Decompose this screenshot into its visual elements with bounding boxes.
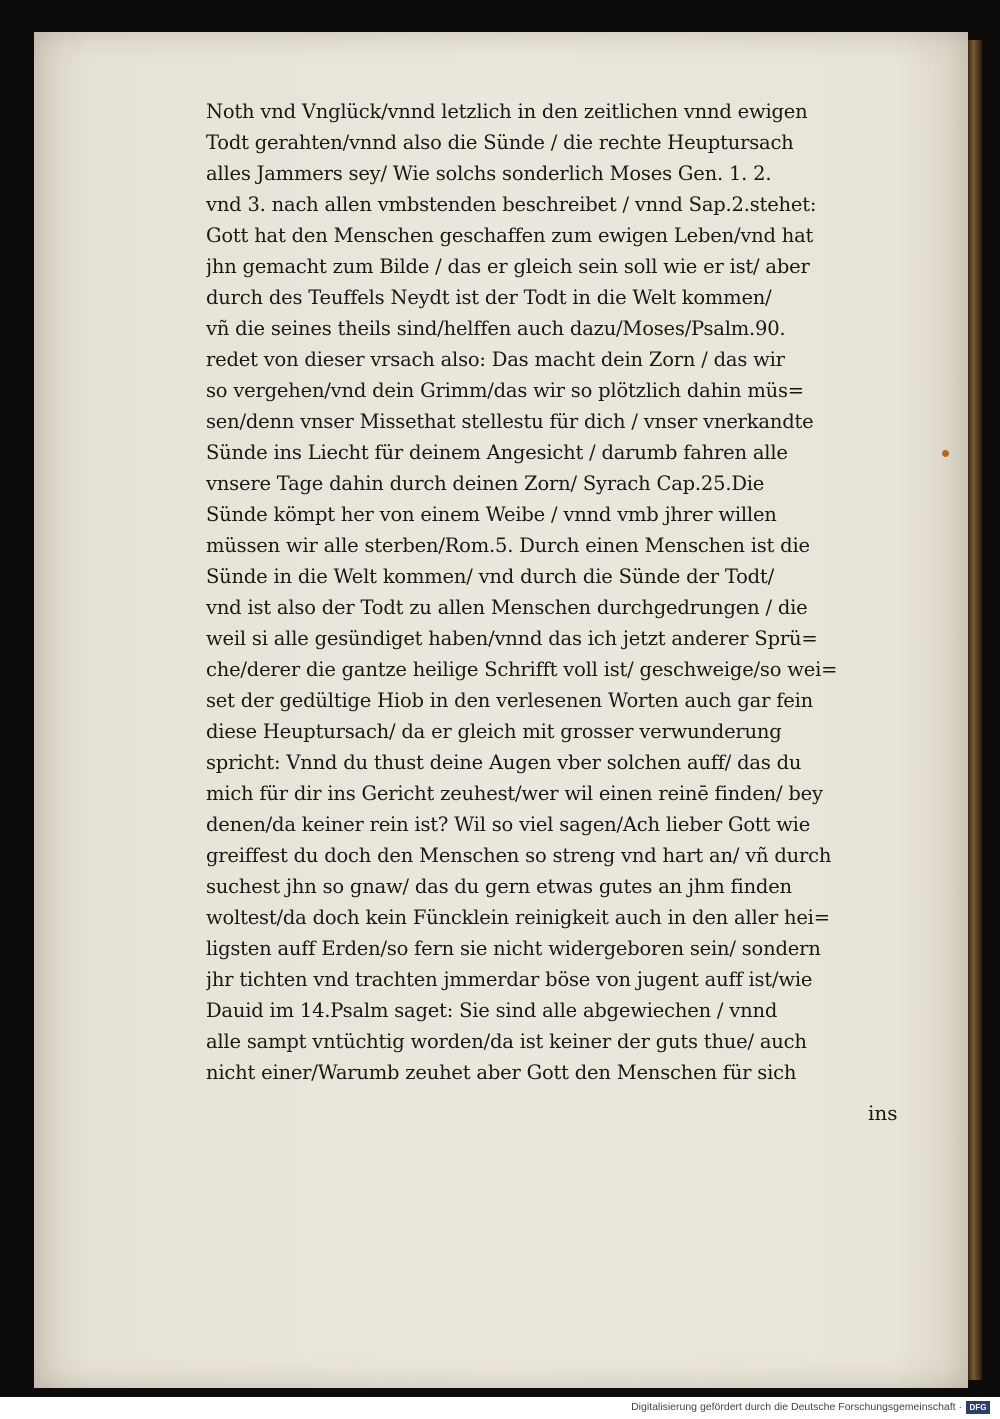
- text-line: weil si alle gesündiget haben/vnnd das ich jetzt anderer Sprü=: [206, 627, 818, 650]
- text-line: vnsere Tage dahin durch deinen Zorn/ Syrach Cap.25.Die: [206, 472, 765, 495]
- text-line: vnd 3. nach allen vmbstenden beschreibet / vnnd Sap.2.stehet:: [206, 193, 817, 216]
- book-edge: [968, 40, 982, 1380]
- ink-stain: [942, 450, 949, 457]
- text-line: durch des Teuffels Neydt ist der Todt in die Welt kommen/: [206, 286, 772, 309]
- text-line: greiffest du doch den Menschen so streng vnd hart an/ vñ durch: [206, 844, 832, 867]
- text-line: Noth vnd Vnglück/vnnd letzlich in den zeitlichen vnnd ewigen: [206, 100, 808, 123]
- text-line: Sünde in die Welt kommen/ vnd durch die Sünde der Todt/: [206, 565, 774, 588]
- text-line: che/derer die gantze heilige Schrifft voll ist/ geschweige/so wei=: [206, 658, 838, 681]
- text-line: vnd ist also der Todt zu allen Menschen durchgedrungen / die: [206, 596, 808, 619]
- text-line: denen/da keiner rein ist? Wil so viel sagen/Ach lieber Gott wie: [206, 813, 811, 836]
- text-line: vñ die seines theils sind/helffen auch dazu/Moses/Psalm.90.: [206, 317, 786, 340]
- body-text: [206, 96, 910, 1088]
- text-line: ligsten auff Erden/so fern sie nicht widergeboren sein/ sondern: [206, 937, 821, 960]
- text-line: Todt gerahten/vnnd also die Sünde / die rechte Heuptursach: [206, 131, 794, 154]
- text-line: Sünde ins Liecht für deinem Angesicht / darumb fahren alle: [206, 441, 788, 464]
- text-line: Gott hat den Menschen geschaffen zum ewigen Leben/vnd hat: [206, 224, 814, 247]
- text-line: spricht: Vnnd du thust deine Augen vber solchen auff/ das du: [206, 751, 802, 774]
- text-line: sen/denn vnser Missethat stellestu für dich / vnser vnerkandte: [206, 410, 814, 433]
- text-line: redet von dieser vrsach also: Das macht dein Zorn / das wir: [206, 348, 785, 371]
- text-line: diese Heuptursach/ da er gleich mit grosser verwunderung: [206, 720, 782, 743]
- text-line: woltest/da doch kein Füncklein reinigkeit auch in den aller hei=: [206, 906, 830, 929]
- text-line: so vergehen/vnd dein Grimm/das wir so plötzlich dahin müs=: [206, 379, 804, 402]
- text-line: set der gedültige Hiob in den verlesenen Worten auch gar fein: [206, 689, 813, 712]
- text-line: Sünde kömpt her von einem Weibe / vnnd vmb jhrer willen: [206, 503, 777, 526]
- text-line: suchest jhn so gnaw/ das du gern etwas gutes an jhm finden: [206, 875, 792, 898]
- dfg-logo-icon: DFG: [966, 1401, 990, 1414]
- text-line: nicht einer/Warumb zeuhet aber Gott den Menschen für sich: [206, 1061, 797, 1084]
- text-line: mich für dir ins Gericht zeuhest/wer wil einen reinē finden/ bey: [206, 782, 823, 805]
- text-line: müssen wir alle sterben/Rom.5. Durch einen Menschen ist die: [206, 534, 810, 557]
- funding-credit: Digitalisierung gefördert durch die Deutsche Forschungsgemeinschaft ·: [631, 1401, 962, 1413]
- text-line: Dauid im 14.Psalm saget: Sie sind alle abgewiechen / vnnd: [206, 999, 778, 1022]
- text-line: jhr tichten vnd trachten jmmerdar böse von jugent auff ist/wie: [206, 968, 813, 991]
- text-line: alles Jammers sey/ Wie solchs sonderlich Moses Gen. 1. 2.: [206, 162, 772, 185]
- text-line: alle sampt vntüchtig worden/da ist keiner der guts thue/ auch: [206, 1030, 807, 1053]
- footer-bar: [0, 1397, 1000, 1419]
- text-line: jhn gemacht zum Bilde / das er gleich sein soll wie er ist/ aber: [206, 255, 810, 278]
- catchword: ins: [868, 1101, 898, 1125]
